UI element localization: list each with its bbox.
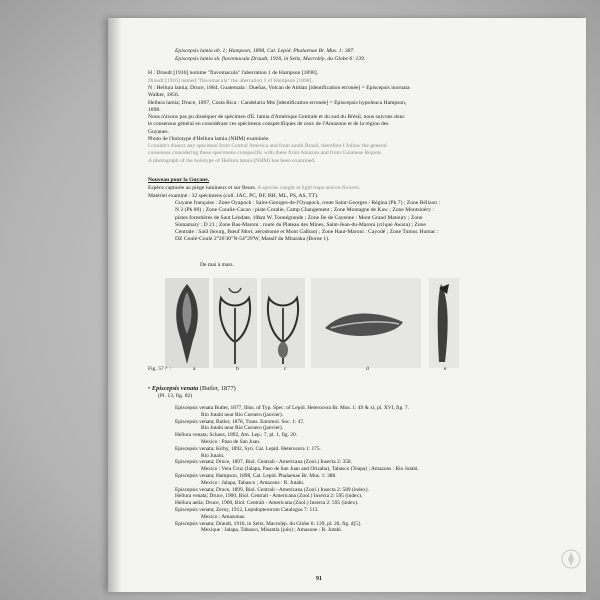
- synonymy-line: Episcepsis venata; Draudt, 1916, in Seitz, Macrolép. du Globe 6: 139, pl. 20, fig. d[5].: [175, 520, 362, 527]
- plate-d: [311, 278, 421, 368]
- note-h: H : Draudt [1916] nomme "flavomacula" l'aberration 1 de Hampson [1898].: [148, 70, 319, 76]
- synonymy-locality: Rio Jutahi near Rio Curnero (janvier).: [201, 425, 284, 432]
- note-para-en: I couldn't dissect any specimen from Central America and from south Brazil, therefore I follow the general consensus considering these specimens conspecific with these from Amazon and from Guianese Region.: [148, 143, 387, 157]
- plate-a-image: [165, 278, 209, 368]
- top-citation-1: Episcepsis lamia ab. 1; Hampson, 1898, Cat. Lepid. Phalaenae Br. Mus. 1: 387.: [175, 48, 355, 54]
- synonymy-locality: Rio Jutahi near Rio Curnero (janvier).: [201, 411, 284, 418]
- species-heading: [148, 385, 236, 392]
- synonymy-locality: Mexique : Jalapa, Tabasco, Misantla (juin) ; Amazone : R. Jutahi.: [201, 527, 343, 534]
- synonymy-line: Hellura venata; Schaus, 1892, Am. Lep.: 7, pl. 1, fig. 20.: [175, 432, 298, 439]
- plate-c-image: [261, 278, 305, 368]
- synonymy-locality: Rio Jutahi.: [201, 452, 225, 459]
- plate-e-image: [429, 278, 459, 368]
- figure-letter-a: a: [193, 366, 196, 372]
- species-plates: (Pl. 13, fig. 82): [158, 393, 193, 399]
- figure-label: Fig. 57♂ :: [148, 366, 172, 372]
- synonymy-locality: Mexico : Paso de San Juan.: [201, 438, 261, 445]
- guyane-dates: De mai à mars.: [200, 262, 234, 268]
- synonymy-line: Hellura aelia; Druce, 1900, Biol. Centrali - Americana (Zool.) Insecta 2: 595 (index).: [175, 500, 359, 507]
- synonymy-line: Episcepsis venata Butler, 1877, Illus. of Typ. Spec. of Lepid. Heterocera Br. Mus. 1: 49 & xi, pl. XVI, fig. 7.: [175, 405, 409, 411]
- synonymy-line: Episcepsis venata; Druce, 1899, Biol. Centrali - Americana (Zool.) Insecta 2: 589 (index).: [175, 486, 369, 493]
- figure-letter-e: e: [444, 366, 447, 372]
- synonymy-line: Episcepsis venata; Zerny, 1912, Lepidopterorum Catalogus 7: 113.: [175, 506, 319, 513]
- page-gutter-shadow: [108, 18, 122, 592]
- figure-letter-c: c: [284, 366, 287, 372]
- figure-letter-b: b: [236, 366, 239, 372]
- synonymy-line: Episcepsis venata; Kirby, 1892, Syn. Cat. Lepid. Heterocera 1: 175.: [175, 445, 321, 452]
- plate-d-image: [311, 278, 421, 368]
- species-author: (Butler, 1877): [199, 385, 236, 392]
- guyane-capture-en: A species caught at light traps and on flowers.: [257, 185, 361, 191]
- synonymy-line: Hellura venata; Druce, 1900, Biol. Centrali - Americana (Zool.) Insecta 2: 595 (index).: [175, 493, 363, 500]
- synonymy-locality: Mexico : Jalapa, Tabasco ; Amazons : R. Jutahi.: [201, 479, 305, 486]
- plate-c: [261, 278, 305, 368]
- note-h-en: Draudt [1916] named "flavomacula" the aberration 1 of Hampson [1898].: [148, 77, 313, 84]
- watermark-emblem-icon: [560, 548, 582, 570]
- plate-a: [165, 278, 209, 368]
- figure-letter-d: d: [366, 366, 369, 372]
- synonymy-list: [175, 405, 475, 534]
- top-citation-2: Episcepsis lamia sb. flavomacula Draudt, 1916, in Seitz, Macrolép. du Globe 6: 139.: [175, 56, 366, 62]
- synonymy-line: Episcepsis venata; Butler, 1878, Trans. Entomol. Soc. 1: 47.: [175, 418, 305, 425]
- species-title: Episcepsis venata: [151, 385, 199, 392]
- synonymy-line: Episcepsis venata; Druce, 1897, Biol. Centrali - Americana (Zool.) Insecta 2: 358.: [175, 459, 352, 466]
- genitalia-figure: [165, 278, 465, 374]
- plate-b-image: [213, 278, 257, 368]
- note-n: N : Hellura lamia; Druce, 1884, Guatemala : Dueñas, Volcan de Atitlan [identification erronée] = Episcepsis inornata Walker, 1856.: [148, 85, 410, 99]
- synonymy-locality: Mexico : Vera Cruz (Jalapa, Paso de San Juan and Orizaba), Tabasco (Teapa) ; Amazons : Rio Jutahi.: [201, 466, 419, 473]
- note-photo-en: A photograph of the holotype of Hellura lamia (NHM) has been examined.: [148, 157, 316, 164]
- guyane-capture: Espèce capturée au piège lumineux et sur fleurs. A species caught at light traps and on flowers.: [148, 185, 361, 191]
- guyane-localities: Guyane française : Zone Oyapock : Saint-Georges-de-l'Oyapock, route Saint-Georges / Régina (Pk 7) ; Zone Bélizon : N 2 (Pk 80) ; Zone Coralie-Cacao : piste Coralie, Camp Changement ; Zone Montagne de Kaw ; Zone Montsinéry : pistes forestières de Saut Léodate, 10km W. Tonnégrande ; Zone Ile de Cayenne : Mont Grand Matoury ; Zone Sinnamary : D 21 ; Zone Bas-Maroni : route du Plateau des Mines, Saint-Jean-du-Maroni (crique Awara) ; Zone Centrale : Saül (bourg, Bœuf Mort, aérodrome et Mont Galbao) ; Zone Haut-Maroni : Cayodé ; Zone Tumuc Humac : DZ Coulé-Coulé 2°26'30"N-54°29'W, Massif du Mitaraka (Borne 1).: [175, 200, 441, 243]
- plate-b: [213, 278, 257, 368]
- page-number: 91: [316, 576, 322, 582]
- note-hellura: Hellura lamia; Druce, 1897, Costa Rica : Candelaria Mts [identification erronée] = Episcepsis hypoleuca Hampson, 1898.: [148, 99, 407, 113]
- note-para-fr: Nous n'avons pas pu disséquer de spécimen d'E. lamia d'Amérique Centrale et du sud du Brésil, nous suivons donc le consensus général en considérant ces spécimens conspécifiques de ceux de l'Amazone et de la région des Guyanes.: [148, 114, 405, 135]
- guyane-material: Matériel examiné : 32 spécimens (coll. JAC, PC, BF, BH, ML, PS, AS, TT).: [148, 192, 319, 199]
- synonymy-line: Episcepsis venata; Hampson, 1898, Cat. Lepid. Phalaenae Br. Mus. 1: 388.: [175, 472, 337, 479]
- plate-e: [429, 278, 459, 368]
- bullet-icon: •: [148, 385, 151, 392]
- guyane-heading: Nouveau pour la Guyane.: [148, 177, 210, 183]
- synonymy-locality: Mexico ; Amazonas.: [201, 513, 246, 520]
- note-photo-fr: Photo de l'holotype d'Hellura lamia (NHM) examinée.: [148, 135, 270, 142]
